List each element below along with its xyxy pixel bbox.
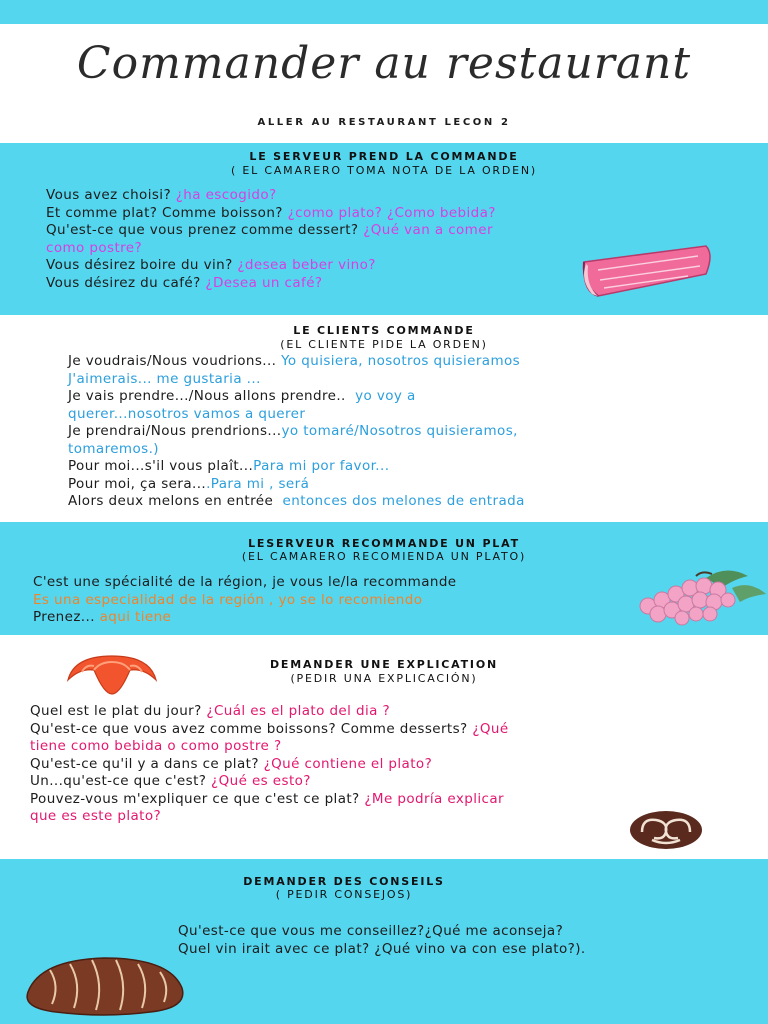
spanish-translation: tiene como bebida o como postre ? bbox=[30, 738, 282, 754]
phrase-line bbox=[68, 388, 728, 406]
section-heading: DEMANDER DES CONSEILS bbox=[243, 875, 445, 888]
phrase-line bbox=[30, 703, 720, 721]
spanish-translation: aqui tiene bbox=[99, 609, 172, 625]
spanish-translation: yo voy a bbox=[355, 388, 416, 404]
french-phrase: Qu'est-ce que vous me conseillez? bbox=[178, 923, 425, 939]
spanish-translation: querer...nosotros vamos a querer bbox=[68, 405, 306, 422]
spanish-translation: ¿Cuál es el plato del dia ? bbox=[206, 703, 391, 719]
french-phrase: Quel vin irait avec ce plat? bbox=[178, 940, 370, 957]
phrase-line bbox=[68, 441, 728, 459]
spanish-translation: ¿Qué contiene el plato? bbox=[263, 755, 433, 772]
french-phrase: Pouvez-vous m'expliquer ce que c'est ce plat? bbox=[30, 790, 360, 807]
phrase-line bbox=[30, 738, 720, 756]
spanish-translation: ¿Desea un café? bbox=[205, 274, 323, 291]
phrase-list bbox=[33, 574, 653, 627]
spanish-translation: ¿Qué es esto? bbox=[211, 773, 311, 789]
spanish-translation: como postre? bbox=[46, 239, 143, 256]
french-phrase: Pour moi...s'il vous plaît... bbox=[68, 458, 254, 474]
spanish-translation: ¿Qué vino va con ese plato?). bbox=[374, 940, 586, 957]
spanish-translation: ¿Qué van a comer bbox=[363, 222, 493, 238]
ham-icon bbox=[578, 240, 718, 302]
top-strip bbox=[0, 0, 768, 24]
phrase-line bbox=[33, 609, 653, 627]
pretzel-icon bbox=[628, 810, 704, 850]
section-subheading: ( PEDIR CONSEJOS) bbox=[275, 888, 413, 901]
spanish-translation: .Para mi , será bbox=[206, 475, 310, 492]
spanish-translation: ¿como plato? ¿Como bebida? bbox=[287, 204, 496, 221]
french-phrase: Qu'est-ce qu'il y a dans ce plat? bbox=[30, 755, 259, 772]
phrase-line bbox=[178, 923, 768, 941]
phrase-line bbox=[46, 205, 716, 223]
phrase-line bbox=[68, 476, 728, 494]
french-phrase: Qu'est-ce que vous avez comme boissons? Comme desserts? bbox=[30, 720, 468, 737]
phrase-line bbox=[68, 353, 728, 371]
phrase-line bbox=[46, 222, 716, 240]
page-title: Commander au restaurant bbox=[76, 38, 692, 89]
french-phrase: Vous désirez du café? bbox=[46, 274, 201, 291]
phrase-line bbox=[33, 592, 653, 610]
phrase-line bbox=[68, 493, 728, 511]
phrase-line bbox=[68, 423, 728, 441]
phrase-list bbox=[68, 353, 728, 511]
phrase-line bbox=[30, 721, 720, 739]
section-heading: LE CLIENTS COMMANDE bbox=[293, 324, 475, 337]
bread-icon bbox=[20, 952, 190, 1018]
phrase-line bbox=[46, 187, 716, 205]
french-phrase: Vous désirez boire du vin? bbox=[46, 257, 233, 273]
section-subheading: ( EL CAMARERO TOMA NOTA DE LA ORDEN) bbox=[231, 164, 537, 177]
section-heading: DEMANDER UNE EXPLICATION bbox=[270, 658, 498, 671]
phrase-line bbox=[30, 773, 720, 791]
phrase-list bbox=[178, 923, 768, 958]
section-subheading: (EL CLIENTE PIDE LA ORDEN) bbox=[280, 338, 488, 351]
section-subheading: (EL CAMARERO RECOMIENDA UN PLATO) bbox=[241, 550, 527, 563]
french-phrase: Prenez... bbox=[33, 609, 95, 625]
spanish-translation: tomaremos.) bbox=[68, 440, 159, 457]
spanish-translation: que es este plato? bbox=[30, 808, 162, 824]
spanish-translation: ¿ha escogido? bbox=[175, 187, 277, 203]
phrase-line bbox=[30, 756, 720, 774]
french-phrase: Vous avez choisi? bbox=[46, 187, 172, 203]
french-phrase: Et comme plat? Comme boisson? bbox=[46, 204, 283, 221]
spanish-translation: Yo quisiera, nosotros quisieramos bbox=[281, 353, 521, 369]
phrase-list bbox=[30, 703, 720, 826]
phrase-line bbox=[30, 791, 720, 809]
spanish-translation: Para mi por favor... bbox=[253, 458, 390, 474]
spanish-translation: Es una especialidad de la región , yo se lo recomiendo bbox=[33, 591, 423, 608]
french-phrase: Pour moi, ça sera... bbox=[68, 475, 207, 492]
french-phrase: Quel est le plat du jour? bbox=[30, 703, 202, 719]
spanish-translation: entonces dos melones de entrada bbox=[282, 493, 525, 509]
phrase-line bbox=[178, 941, 768, 959]
phrase-line bbox=[68, 458, 728, 476]
french-phrase: Qu'est-ce que vous prenez comme dessert? bbox=[46, 222, 359, 238]
grapes-icon bbox=[636, 566, 768, 628]
spanish-translation: ¿Me podría explicar bbox=[364, 790, 504, 807]
section-heading: LESERVEUR RECOMMANDE UN PLAT bbox=[248, 537, 520, 550]
french-phrase: Alors deux melons en entrée bbox=[68, 493, 274, 509]
spanish-translation: ¿desea beber vino? bbox=[237, 257, 376, 273]
phrase-line bbox=[68, 371, 728, 389]
phrase-line bbox=[68, 406, 728, 424]
phrase-line bbox=[33, 574, 653, 592]
spanish-translation: J'aimerais... me gustaria ... bbox=[68, 370, 261, 387]
french-phrase: C'est une spécialité de la région, je vous le/la recommande bbox=[33, 574, 457, 590]
french-phrase: Je prendrai/Nous prendrions... bbox=[68, 423, 282, 439]
section-subheading: (PEDIR UNA EXPLICACIÓN) bbox=[290, 672, 478, 685]
french-phrase: Un...qu'est-ce que c'est? bbox=[30, 773, 207, 789]
phrase-line bbox=[30, 808, 720, 826]
section-heading: LE SERVEUR PREND LA COMMANDE bbox=[249, 150, 519, 163]
spanish-translation: ¿Qué me aconseja? bbox=[424, 923, 564, 939]
french-phrase: Je vais prendre.../Nous allons prendre.. bbox=[68, 388, 346, 404]
spanish-translation: ¿Qué bbox=[472, 720, 509, 737]
spanish-translation: yo tomaré/Nosotros quisieramos, bbox=[281, 423, 518, 439]
page-subtitle: ALLER AU RESTAURANT LECON 2 bbox=[257, 117, 511, 128]
french-phrase: Je voudrais/Nous voudrions... bbox=[68, 353, 277, 369]
